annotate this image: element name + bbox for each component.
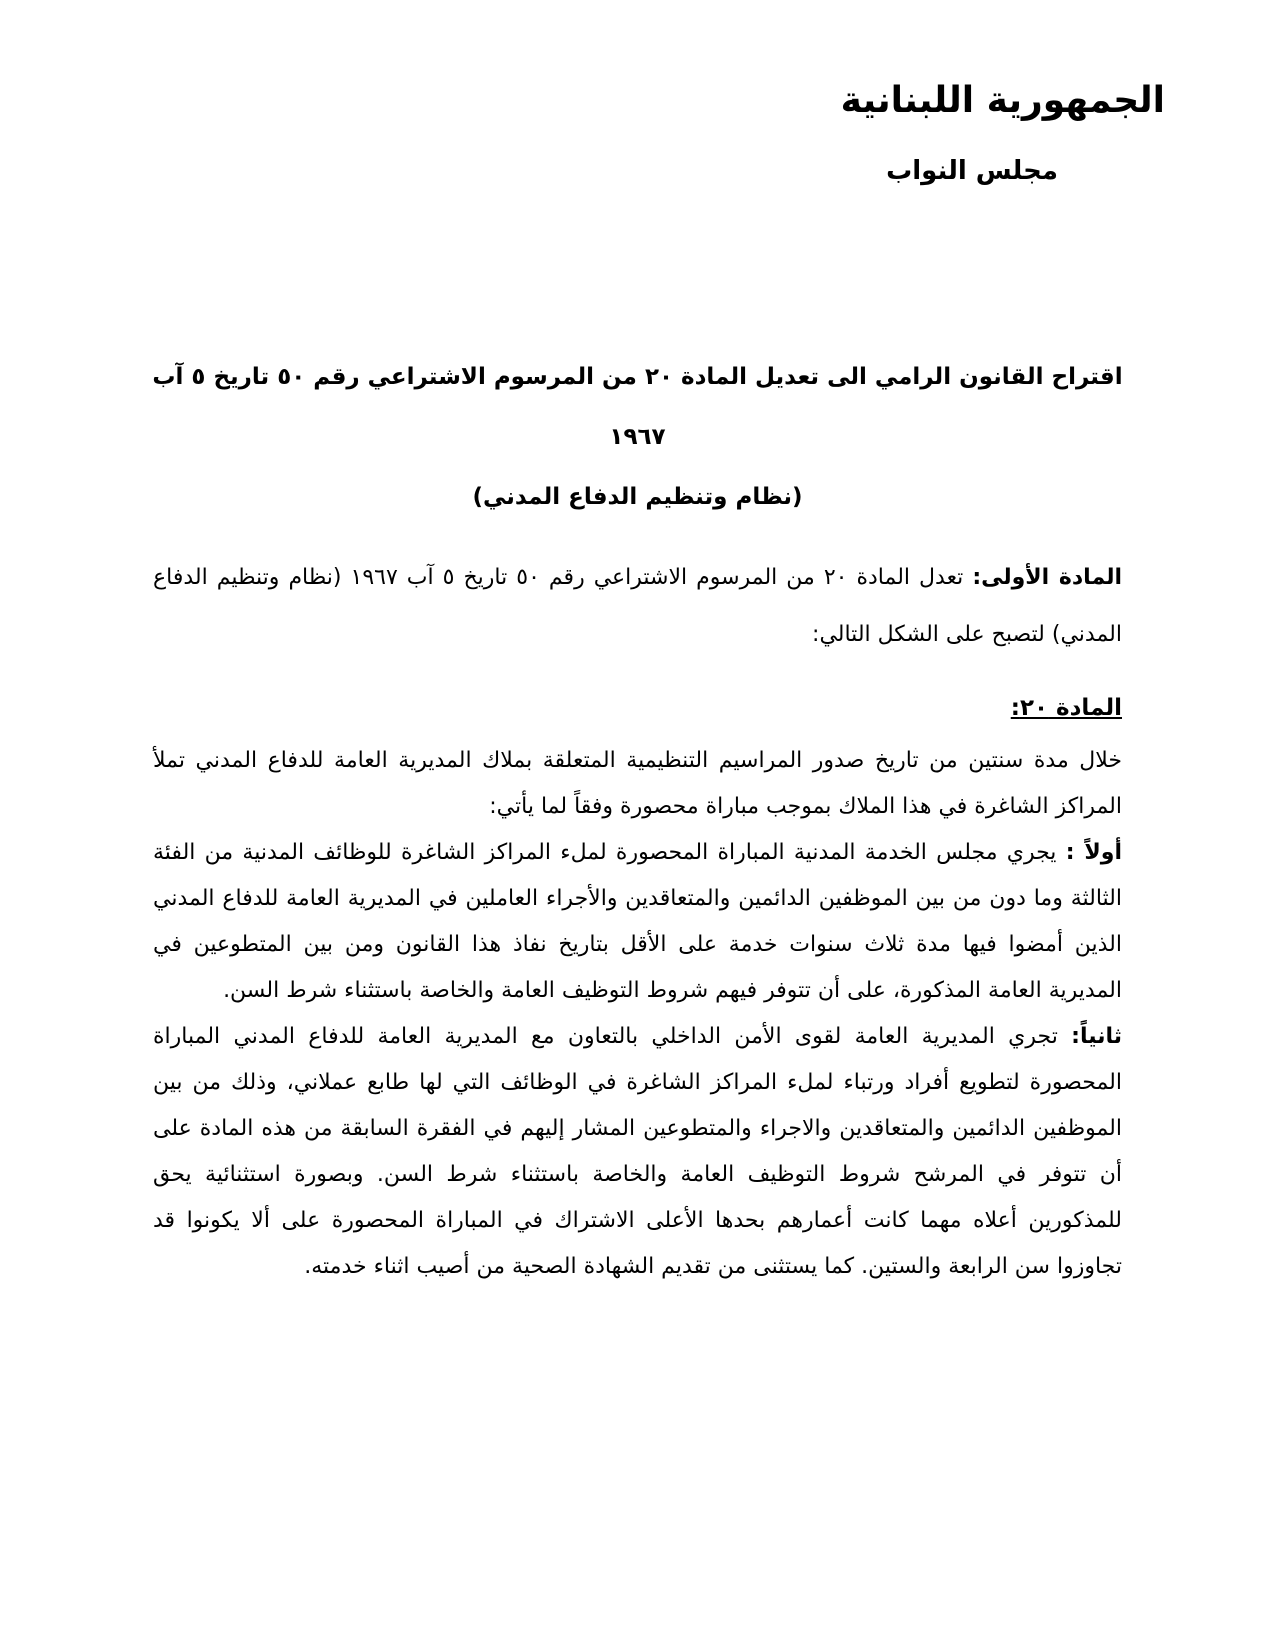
document-title-line1: اقتراح القانون الرامي الى تعديل المادة ٢٠ من المرسوم الاشتراعي رقم ٥٠ تاريخ ٥ آب ١٩٦٧ (152, 364, 1123, 450)
article-twenty-heading-row (153, 687, 1122, 730)
article-twenty-clause-second (153, 1014, 1122, 1290)
clause-first-text: يجري مجلس الخدمة المدنية المباراة المحصورة لملء المراكز الشاغرة للوظائف المدنية من الفئة الثالثة وما دون من بين الموظفين الدائمين والمتعاقدين والأجراء العاملين في المديرية العامة للدفاع المدني الذين أمضوا فيها مدة ثلاث سنوات خدمة على الأقل بتاريخ نفاذ هذا القانون ومن بين المتطوعين في المديرية العامة المذكورة، على أن تتوفر فيهم شروط التوظيف العامة والخاصة باستثناء شرط السن. (153, 840, 1122, 1003)
article-twenty-clause-first (153, 830, 1122, 1014)
article-one-paragraph (153, 549, 1122, 663)
clause-second-label: ثانياً: (1071, 1024, 1122, 1049)
document-title (0, 347, 1275, 527)
document-title-line2: (نظام وتنظيم الدفاع المدني) (472, 484, 803, 510)
article-one-text: تعدل المادة ٢٠ من المرسوم الاشتراعي رقم ٥٠ تاريخ ٥ آب ١٩٦٧ (نظام وتنظيم الدفاع المدني) لتصبح على الشكل التالي: (153, 565, 1122, 647)
article-twenty-intro-paragraph: خلال مدة سنتين من تاريخ صدور المراسيم التنظيمية المتعلقة بملاك المديرية العامة للدفاع المدني تملأ المراكز الشاغرة في هذا الملاك بموجب مباراة محصورة وفقاً لما يأتي: (153, 748, 1122, 819)
article-twenty-heading: المادة ٢٠: (1010, 695, 1122, 721)
header-republic-title: الجمهورية اللبنانية (840, 80, 1165, 121)
clause-second-text: تجري المديرية العامة لقوى الأمن الداخلي بالتعاون مع المديرية العامة للدفاع المدني المباراة المحصورة لتطويع أفراد ورتباء لملء المراكز الشاغرة في الوظائف التي لها طابع عملاني، وذلك من بين الموظفين الدائمين والمتعاقدين والاجراء والمتطوعين المشار إليهم في الفقرة السابقة من هذه المادة على أن تتوفر في المرشح شروط التوظيف العامة والخاصة باستثناء شرط السن. وبصورة استثنائية يحق للمذكورين أعلاه مهما كانت أعمارهم بحدها الأعلى الاشتراك في المباراة المحصورة على ألا يكونوا قد تجاوزوا سن الرابعة والستين. كما يستثنى من تقديم الشهادة الصحية من أصيب اثناء خدمته. (153, 1024, 1122, 1279)
clause-first-label: أولاً : (1065, 840, 1123, 865)
article-one-label: المادة الأولى: (972, 565, 1122, 590)
header-council-title: مجلس النواب (886, 156, 1058, 186)
document-body (0, 549, 1275, 1290)
